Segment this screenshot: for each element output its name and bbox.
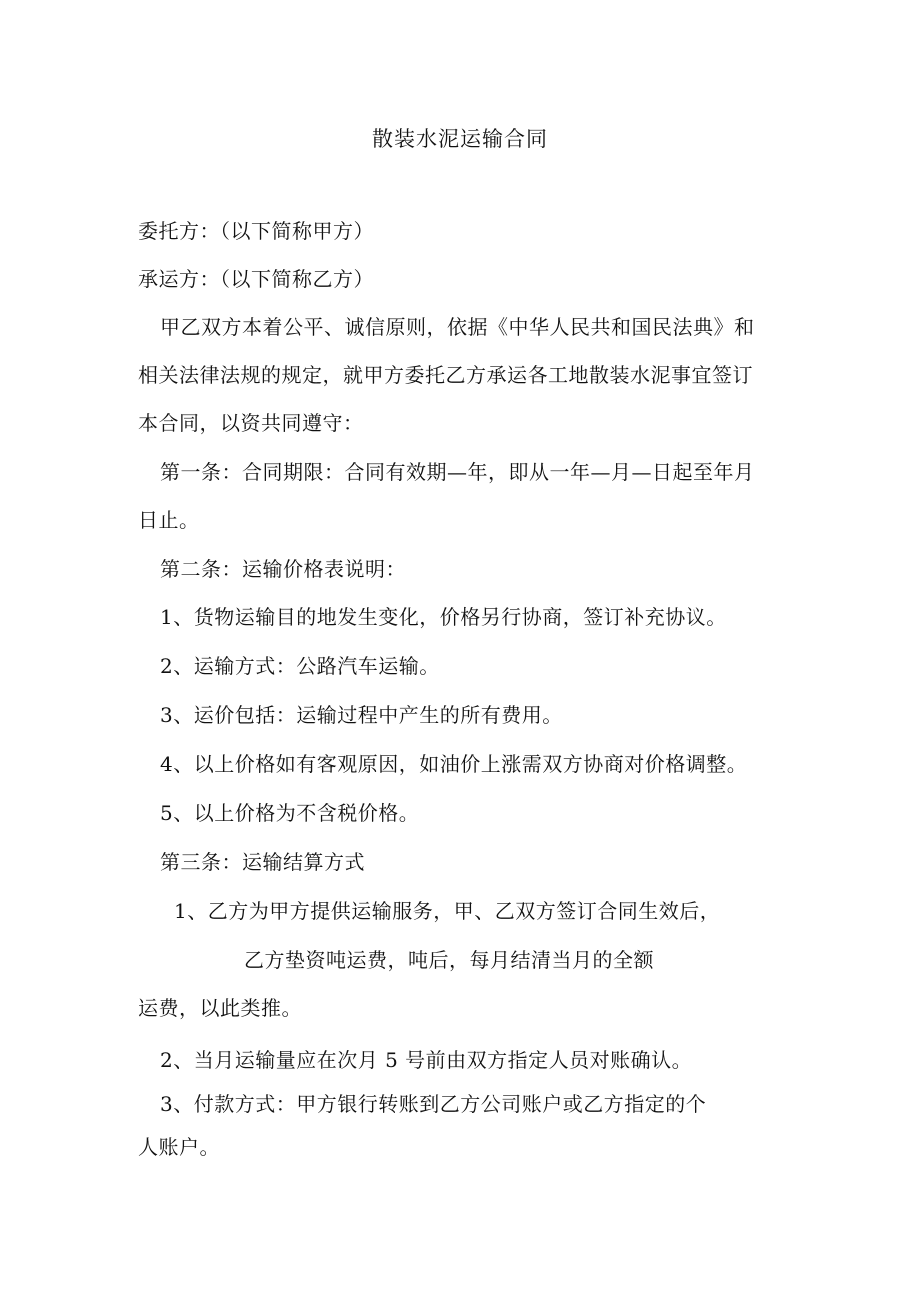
article2-item-4: 4、以上价格如有客观原因，如油价上涨需双方协商对价格调整。 (160, 752, 748, 776)
carrier-line: 承运方：（以下简称乙方） (138, 267, 374, 291)
preamble-line-2: 相关法律法规的规定，就甲方委托乙方承运各工地散装水泥事宜签订 (138, 363, 753, 387)
preamble-line-3: 本合同，以资共同遵守： (138, 411, 364, 435)
article3-item1-line-2: 乙方垫资吨运费，吨后，每月结清当月的全额 (244, 948, 654, 972)
article3-item3-line-2: 人账户。 (138, 1135, 220, 1159)
article3-item1-line-3: 运费，以此类推。 (138, 996, 302, 1020)
client-line: 委托方：（以下简称甲方） (138, 219, 374, 243)
article3-item3-line-1: 3、付款方式：甲方银行转账到乙方公司账户或乙方指定的个 (160, 1092, 707, 1116)
article1-line-2: 日止。 (138, 508, 200, 532)
preamble-line-1: 甲乙双方本着公平、诚信原则，依据《中华人民共和国民法典》和 (160, 315, 755, 339)
article3-heading: 第三条：运输结算方式 (160, 850, 365, 874)
article3-item2: 2、当月运输量应在次月 5 号前由双方指定人员对账确认。 (160, 1048, 693, 1072)
article1-line-1: 第一条：合同期限：合同有效期—年，即从一年—月—日起至年月 (160, 460, 755, 484)
document-title: 散装水泥运输合同 (372, 127, 548, 151)
article2-item-1: 1、货物运输目的地发生变化，价格另行协商，签订补充协议。 (160, 605, 727, 629)
article3-item1-line-1: 1、乙方为甲方提供运输服务，甲、乙双方签订合同生效后， (174, 899, 721, 923)
article2-heading: 第二条：运输价格表说明： (160, 557, 406, 581)
article2-item-3: 3、运价包括：运输过程中产生的所有费用。 (160, 703, 563, 727)
article2-item-5: 5、以上价格为不含税价格。 (160, 801, 420, 825)
article2-item-2: 2、运输方式：公路汽车运输。 (160, 654, 440, 678)
